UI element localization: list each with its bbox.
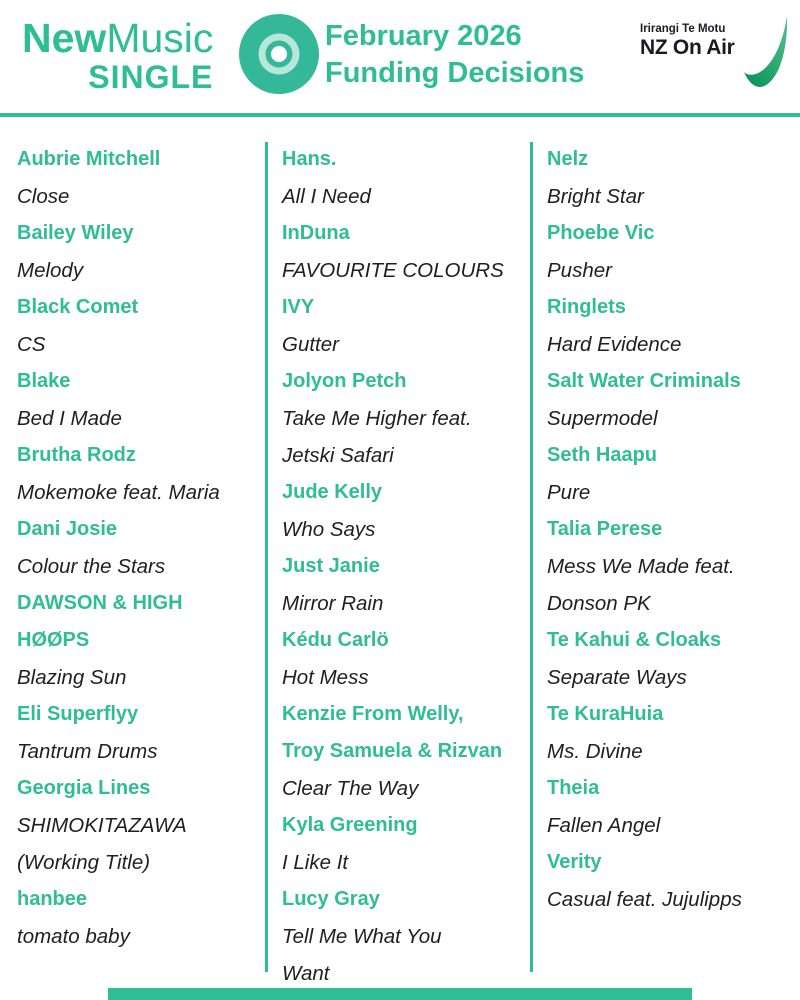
song-title: Clear The Way [282,777,419,800]
logo-newmusic-text [22,16,213,60]
song-title: Pure [547,481,591,504]
column-1 [17,141,263,955]
song-title: Supermodel [547,407,658,430]
song-title: Blazing Sun [17,666,127,689]
song-title: (Working Title) [17,851,151,874]
artist-name: Bailey Wiley [17,222,134,244]
artist-name: HØØPS [17,629,90,651]
artist-name: Verity [547,851,602,873]
song-title: Mokemoke feat. Maria [17,481,220,504]
song-title: Pusher [547,259,612,282]
song-title: Take Me Higher feat. [282,407,472,430]
song-title: Mirror Rain [282,592,384,615]
artist-name: Salt Water Criminals [547,370,741,392]
song-title: All I Need [282,185,371,208]
artist-name: Aubrie Mitchell [17,148,161,170]
artist-name: Brutha Rodz [17,444,136,466]
artist-name: Talia Perese [547,518,663,540]
artist-name: Eli Superflyy [17,703,139,725]
artist-name: Kédu Carlö [282,629,389,651]
song-title: FAVOURITE COLOURS [282,259,504,282]
song-title: Bed I Made [17,407,122,430]
column-divider-2 [530,142,533,972]
artist-name: Phoebe Vic [547,222,655,244]
artist-name: Seth Haapu [547,444,658,466]
artist-name: Troy Samuela & Rizvan [282,740,503,762]
column-3 [547,141,793,918]
song-title: Who Says [282,518,376,541]
song-title: Bright Star [547,185,644,208]
song-title: Mess We Made feat. [547,555,735,578]
song-title: Casual feat. Jujulipps [547,888,742,911]
artist-name: Te Kahui & Cloaks [547,629,722,651]
header [0,0,800,113]
artist-name: InDuna [282,222,350,244]
artist-name: Lucy Gray [282,888,380,910]
artist-name: Theia [547,777,600,799]
logo-new-text: New [22,15,107,61]
artist-name: IVY [282,296,315,318]
nz-on-air-name: NZ On Air [640,36,735,59]
song-title: Donson PK [547,592,651,615]
artist-name: Georgia Lines [17,777,151,799]
logo-single-text: SINGLE [88,59,214,95]
artist-name: Hans. [282,148,337,170]
header-divider-line [0,113,800,117]
artist-name: hanbee [17,888,88,910]
song-title: Close [17,185,70,208]
song-title: Fallen Angel [547,814,661,837]
artist-name: Black Comet [17,296,139,318]
song-title: Tantrum Drums [17,740,158,763]
nz-on-air-swoosh-icon [740,14,790,106]
nz-on-air-text [640,22,735,60]
artist-name: Dani Josie [17,518,118,540]
page-title-line2: Funding Decisions [325,57,585,89]
artist-name: Kenzie From Welly, [282,703,464,725]
song-title: I Like It [282,851,349,874]
song-title: Want [282,962,330,985]
song-title: Melody [17,259,84,282]
artist-name: Nelz [547,148,589,170]
page-title [325,18,584,92]
song-title: Tell Me What You [282,925,442,948]
new-music-single-logo [22,16,213,94]
nz-on-air-maori-name: Irirangi Te Motu [640,23,726,35]
song-title: Gutter [282,333,339,356]
logo-music-text: Music [106,15,214,61]
artist-name: Ringlets [547,296,626,318]
page-title-line1: February 2026 [325,20,522,52]
song-title: Jetski Safari [282,444,394,467]
song-title: Ms. Divine [547,740,643,763]
artist-name: Te KuraHuia [547,703,664,725]
song-title: Colour the Stars [17,555,166,578]
song-title: SHIMOKITAZAWA [17,814,187,837]
song-title: Hard Evidence [547,333,682,356]
artist-name: Kyla Greening [282,814,418,836]
artist-name: Blake [17,370,71,392]
footer-bar [108,988,692,1000]
artist-name: Jude Kelly [282,481,383,503]
artist-name: DAWSON & HIGH [17,592,183,614]
song-title: Separate Ways [547,666,687,689]
nz-on-air-logo [640,14,790,110]
record-disc-icon [237,12,321,96]
song-title: Hot Mess [282,666,369,689]
song-title: tomato baby [17,925,130,948]
artist-name: Just Janie [282,555,380,577]
column-2 [282,141,528,992]
song-title: CS [17,333,46,356]
artist-name: Jolyon Petch [282,370,407,392]
column-divider-1 [265,142,268,972]
